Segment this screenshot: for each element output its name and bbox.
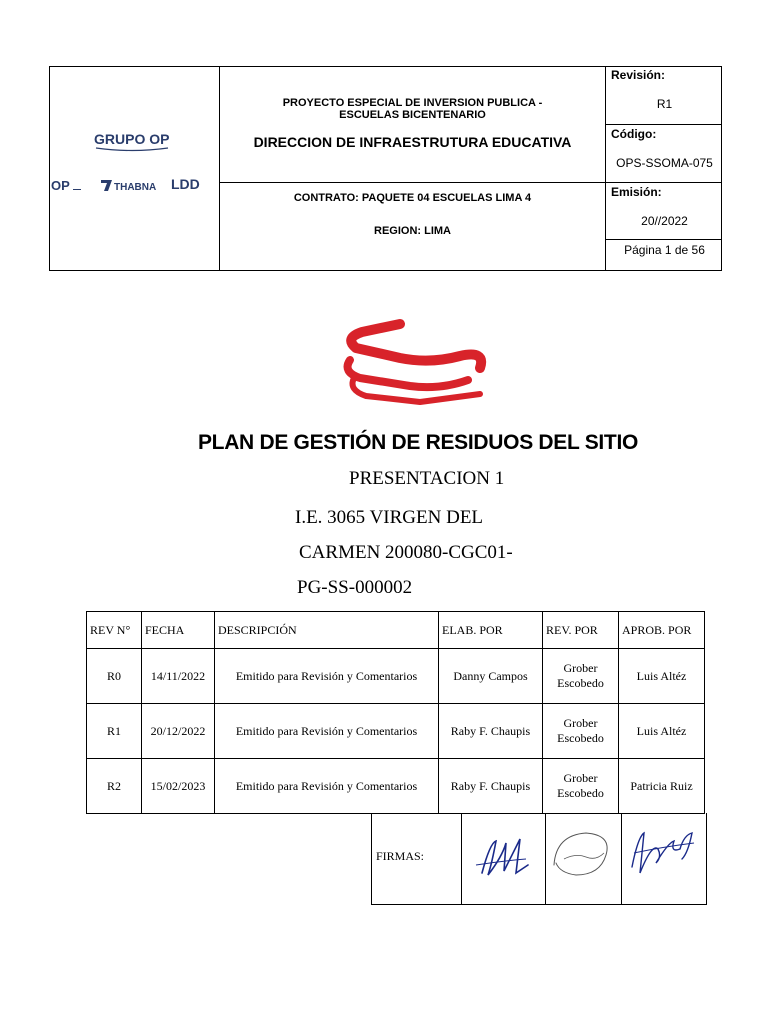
table-cell: R0 <box>87 649 142 704</box>
project-title: PROYECTO ESPECIAL DE INVERSION PUBLICA - ESCUELAS BICENTENARIO <box>282 97 543 121</box>
revision-label: Revisión: <box>611 68 666 82</box>
table-row <box>87 759 705 814</box>
presentation-line: PRESENTACION 1 <box>349 468 505 489</box>
table-cell: R2 <box>87 759 142 814</box>
table-cell: Emitido para Revisión y Comentarios <box>215 759 439 814</box>
table-row <box>87 704 705 759</box>
table-header-row <box>87 612 705 649</box>
table-cell: Grober Escobedo <box>543 704 619 759</box>
svg-text:GRUPO OP: GRUPO OP <box>94 131 170 147</box>
signature-elab <box>462 813 546 905</box>
table-cell: Emitido para Revisión y Comentarios <box>215 704 439 759</box>
contract-label: CONTRATO: PAQUETE 04 ESCUELAS LIMA 4 <box>293 192 532 204</box>
header-cell: APROB. POR <box>619 612 705 649</box>
signatures-row <box>371 813 707 905</box>
table-cell: Raby F. Chaupis <box>439 704 543 759</box>
table-cell: R1 <box>87 704 142 759</box>
table-cell: Patricia Ruiz <box>619 759 705 814</box>
header-cell: DESCRIPCIÓN <box>215 612 439 649</box>
subtitle-line-1: I.E. 3065 VIRGEN DEL <box>295 507 484 528</box>
header-cell: FECHA <box>142 612 215 649</box>
code-value: OPS-SSOMA-075 <box>616 156 713 170</box>
svg-text:OP: OP <box>51 178 70 193</box>
svg-text:THABNA: THABNA <box>114 182 157 193</box>
document-title: PLAN DE GESTIÓN DE RESIDUOS DEL SITIO <box>197 431 639 454</box>
header-cell: ELAB. POR <box>439 612 543 649</box>
header-cell: REV. POR <box>543 612 619 649</box>
table-row <box>87 649 705 704</box>
ldd-logo <box>170 175 206 195</box>
signatures-label-cell <box>372 813 462 905</box>
table-cell: Luis Altéz <box>619 649 705 704</box>
subtitle-line-3: PG-SS-000002 <box>297 577 413 598</box>
table-cell: 20/12/2022 <box>142 704 215 759</box>
revision-table <box>86 611 705 814</box>
table-cell: 15/02/2023 <box>142 759 215 814</box>
revision-value: R1 <box>656 97 673 111</box>
table-cell: Raby F. Chaupis <box>439 759 543 814</box>
op-logo <box>51 177 85 195</box>
svg-text:LDD: LDD <box>171 176 200 192</box>
subtitle-line-2: CARMEN 200080-CGC01- <box>299 542 513 563</box>
table-cell: Danny Campos <box>439 649 543 704</box>
red-stacked-s-logo <box>340 318 490 406</box>
emission-value: 20//2022 <box>641 214 688 228</box>
signature-rev <box>546 813 622 905</box>
grupo-op-logo <box>92 126 172 152</box>
signature-aprob <box>622 813 708 905</box>
code-label: Código: <box>611 127 657 141</box>
thabna-logo <box>100 177 162 195</box>
region-label: REGION: LIMA <box>374 225 451 237</box>
emission-label: Emisión: <box>611 185 662 199</box>
table-cell: Grober Escobedo <box>543 649 619 704</box>
signatures-label: FIRMAS: <box>376 849 425 863</box>
table-cell: Emitido para Revisión y Comentarios <box>215 649 439 704</box>
table-cell: 14/11/2022 <box>142 649 215 704</box>
table-cell: Luis Altéz <box>619 704 705 759</box>
direction-title: DIRECCION DE INFRAESTRUTURA EDUCATIVA <box>253 134 572 150</box>
table-cell: Grober Escobedo <box>543 759 619 814</box>
page-number: Página 1 de 56 <box>624 243 705 257</box>
header-cell: REV N° <box>87 612 142 649</box>
